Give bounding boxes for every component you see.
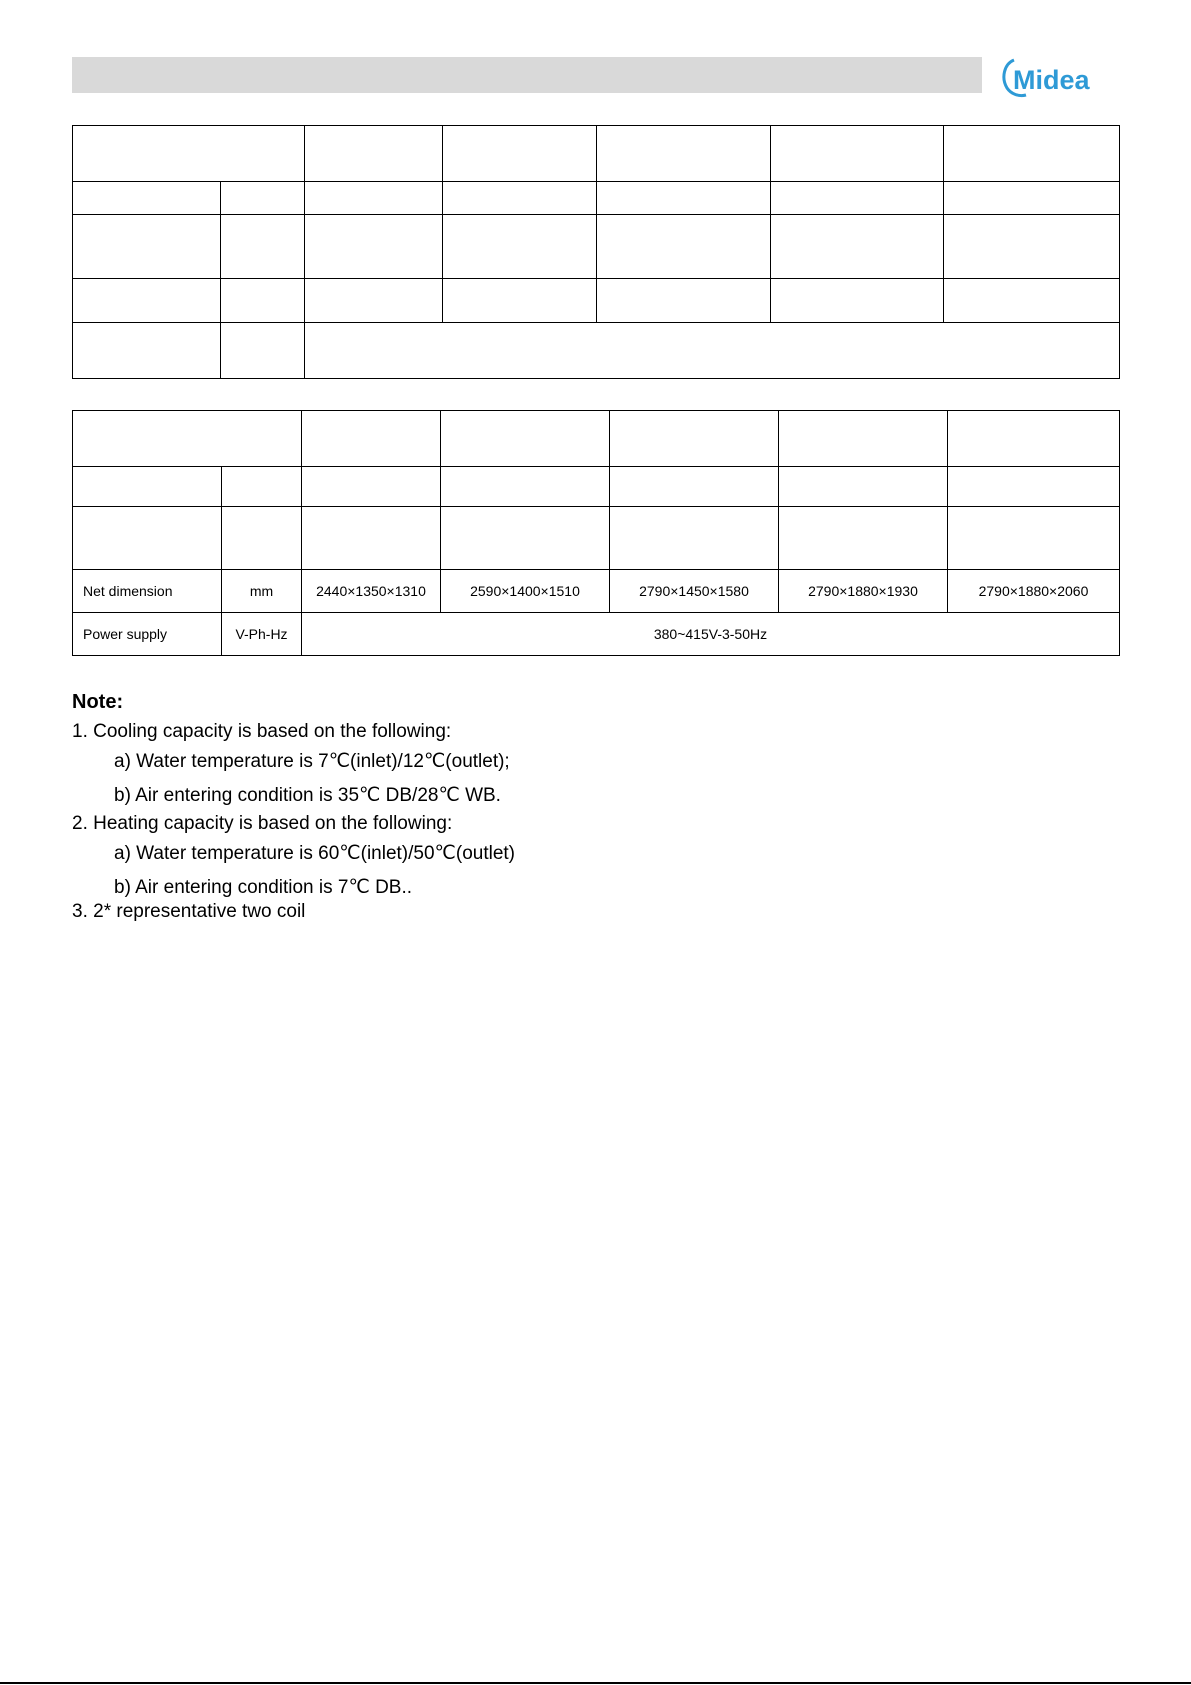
table-cell [305, 279, 443, 323]
table-cell [443, 215, 597, 279]
table-cell [779, 507, 948, 570]
table-cell [443, 126, 597, 182]
table-cell [610, 507, 779, 570]
table-cell [222, 507, 302, 570]
table-cell [944, 182, 1120, 215]
table-cell [305, 215, 443, 279]
note-coil: 3. 2* representative two coil [72, 901, 306, 922]
midea-logo [1000, 52, 1110, 102]
net-dimension-value: 2790×1880×2060 [948, 570, 1120, 613]
spec-table-1 [72, 125, 1120, 379]
table-cell [597, 215, 771, 279]
spec-table-2 [72, 410, 1120, 656]
table-cell [610, 467, 779, 507]
table-cell [779, 467, 948, 507]
table-cell [73, 507, 222, 570]
table-cell [944, 279, 1120, 323]
note-cooling-a: a) Water temperature is 7℃(inlet)/12℃(outlet); [114, 751, 510, 772]
logo-text: Midea [1013, 65, 1090, 95]
table-cell [441, 411, 610, 467]
table-cell [73, 411, 302, 467]
note-cooling: 1. Cooling capacity is based on the following: [72, 721, 452, 742]
table-cell [302, 411, 441, 467]
notes-title: Note: [72, 691, 124, 713]
notes-section [72, 690, 1072, 930]
table-cell [771, 126, 944, 182]
table-cell [944, 126, 1120, 182]
table-cell [305, 182, 443, 215]
note-heating: 2. Heating capacity is based on the following: [72, 813, 453, 834]
table-cell [73, 182, 221, 215]
header-bar [72, 57, 982, 93]
table-cell [221, 279, 305, 323]
table-cell [948, 411, 1120, 467]
table-cell [771, 279, 944, 323]
footer-divider [0, 1682, 1191, 1684]
table-cell [597, 279, 771, 323]
table-cell [771, 182, 944, 215]
power-supply-value: 380~415V-3-50Hz [302, 613, 1120, 656]
table-cell [443, 182, 597, 215]
table-cell [948, 507, 1120, 570]
table-row [73, 279, 1120, 323]
table-cell [441, 467, 610, 507]
table-cell [305, 323, 1120, 379]
note-heating-a: a) Water temperature is 60℃(inlet)/50℃(outlet) [114, 843, 516, 864]
table-cell [73, 215, 221, 279]
net-dimension-value: 2590×1400×1510 [441, 570, 610, 613]
table-cell [305, 126, 443, 182]
table-cell [944, 215, 1120, 279]
net-dimension-label: Net dimension [73, 570, 222, 613]
table-row [73, 411, 1120, 467]
table-cell [441, 507, 610, 570]
table-cell [302, 467, 441, 507]
table-cell [221, 323, 305, 379]
net-dimension-value: 2790×1880×1930 [779, 570, 948, 613]
table-cell [73, 467, 222, 507]
table-cell [221, 215, 305, 279]
table-row [73, 507, 1120, 570]
table-cell [222, 467, 302, 507]
table-cell [443, 279, 597, 323]
table-cell [610, 411, 779, 467]
net-dimension-value: 2440×1350×1310 [302, 570, 441, 613]
table-row [73, 467, 1120, 507]
table-cell [597, 126, 771, 182]
table-cell [73, 279, 221, 323]
table-row [73, 126, 1120, 182]
table-cell [948, 467, 1120, 507]
table-row [73, 182, 1120, 215]
table-row [73, 323, 1120, 379]
table-cell [302, 507, 441, 570]
note-cooling-b: b) Air entering condition is 35℃ DB/28℃ WB. [114, 785, 501, 806]
power-supply-row [73, 613, 1120, 656]
table-cell [73, 323, 221, 379]
table-cell [597, 182, 771, 215]
table-cell [221, 182, 305, 215]
net-dimension-value: 2790×1450×1580 [610, 570, 779, 613]
note-heating-b: b) Air entering condition is 7℃ DB.. [114, 877, 413, 898]
table-cell [779, 411, 948, 467]
table-cell [771, 215, 944, 279]
net-dimension-row [73, 570, 1120, 613]
net-dimension-unit: mm [222, 570, 302, 613]
power-supply-label: Power supply [73, 613, 222, 656]
power-supply-unit: V-Ph-Hz [222, 613, 302, 656]
table-row [73, 215, 1120, 279]
table-cell [73, 126, 305, 182]
